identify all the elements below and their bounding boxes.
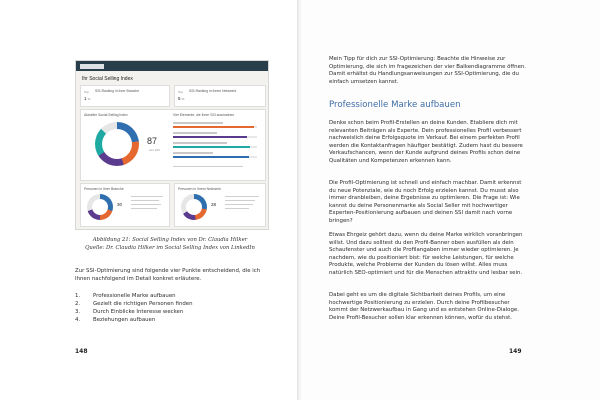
section-heading: Professionelle Marke aufbauen: [329, 100, 461, 110]
people-network-label: Personen in Ihrem Netzwerk: [178, 187, 221, 191]
optimization-list: [75, 292, 275, 324]
body-text-1: Denke schon beim Profil-Erstellen an deine Kunden. Etabliere dich mit relevanten Beiträgen als Experte. Dein professionelles Profil verbessert nachweislich deine Erfolgsquote im Verkauf. Bei einem perfekten Profil werden die Kontaktanfragen häufiger bestätigt. Zudem hast du bessere Verkaufschancen, wenn der Kunde aufgrund deines Profils schon deine Qualitäten und Kompetenzen erkennen kann.: [329, 120, 523, 164]
industry-rank-prefix: Top: [84, 90, 89, 94]
ssi-score-max: von 100: [149, 148, 160, 152]
list-text: Gezielt die richtigen Personen finden: [93, 301, 193, 307]
people-network-text-4: [225, 208, 249, 209]
current-ssi-label: Aktueller Social Selling Index: [84, 113, 128, 117]
body-paragraph-3: [329, 232, 527, 278]
left-page: [0, 0, 299, 400]
element-label-1: [173, 122, 223, 124]
body-paragraph-2: [329, 180, 527, 226]
body-paragraph-1: [329, 120, 527, 166]
ssi-dashboard-figure: [75, 60, 269, 230]
dashboard-title: Ihr Social Selling Index: [82, 76, 133, 82]
list-number: 4.: [75, 317, 81, 323]
industry-rank-card: [80, 85, 170, 107]
people-industry-label: Personen in Ihrer Branche: [84, 187, 124, 191]
people-industry-score: 30: [117, 202, 123, 207]
body-paragraph-4: [329, 292, 527, 322]
figure-caption: [60, 236, 280, 252]
industry-rank-label: SSI-Ranking in Ihrer Branche: [95, 89, 140, 93]
list-item: [75, 308, 275, 316]
body-text-2: Die Profil-Optimierung ist schnell und einfach machbar. Damit erkennst du neue Potenziale, wie du noch Erfolg erzielen kannst. Du musst also immer dranbleiben, deine Ergebnisse zu optimieren. Die Frage ist: Wie kannst du deine Personenmarke als Social Seller mit hochwertiger Experten-Positionierung aufbauen und deinen SSI damit nach vorne bringen?: [329, 180, 522, 224]
people-network-text-2: [225, 200, 255, 201]
network-rank-value: 5 %: [178, 96, 185, 101]
people-industry-text-3: [131, 204, 161, 205]
left-intro-text: Zur SSI-Optimierung sind folgende vier Punkte entscheidend, die ich Ihnen nachfolgend im Detail konkret erläutere.: [75, 268, 261, 282]
element-label-4: [173, 152, 213, 154]
current-ssi-card: [80, 109, 266, 181]
element-label-3: [173, 142, 227, 144]
list-text: Professionelle Marke aufbauen: [93, 293, 176, 299]
element-bar-4: [173, 156, 257, 158]
body-text-4: Dabei geht es um die digitale Sichtbarkeit deines Profils, um eine hochwertige Positionierung zu erzielen. Durch deine Profilbesucher kommt der Netzwerkaufbau in Gang und es entstehen Online-Dialoge. Deine Profil-Besucher sollen klar erkennen können, wofür du stehst.: [329, 292, 519, 321]
list-item: [75, 300, 275, 308]
people-network-card: [174, 183, 266, 227]
page-number-right: 149: [509, 348, 522, 355]
tip-paragraph: [329, 56, 527, 86]
dashboard-header-bar: [76, 61, 268, 71]
list-number: 3.: [75, 309, 81, 315]
list-number: 1.: [75, 293, 81, 299]
people-network-donut: [181, 194, 207, 220]
network-rank-card: [174, 85, 266, 107]
tip-text: Mein Tipp für dich zur SSI-Optimierung: Beachte die Hinweise zur Optimierung, die sich im fragezeichen der vier Balkendiagramme öffnen. Damit erhältst du Handlungsanweisungen zur SSI-Optimierung, die du einfach umsetzen kannst.: [329, 56, 527, 85]
caption-line-1: Abbildung 21: Social Selling Index von Dr. Claudia Hilker: [92, 237, 248, 243]
people-industry-text-1: [131, 196, 163, 197]
people-network-text-1: [225, 196, 259, 197]
elements-footnote: [173, 166, 243, 167]
linkedin-logo: [80, 64, 104, 69]
left-intro-paragraph: [75, 268, 275, 283]
element-bar-2: [173, 136, 257, 138]
industry-rank-value: 1 %: [84, 96, 91, 101]
list-item: [75, 316, 275, 324]
ssi-score: 87: [147, 136, 158, 146]
people-industry-card: [80, 183, 170, 227]
people-network-score: 28: [211, 202, 217, 207]
network-rank-prefix: Top: [178, 90, 183, 94]
people-industry-text-4: [131, 208, 157, 209]
people-network-text-3: [225, 204, 253, 205]
list-text: Beziehungen aufbauen: [93, 317, 156, 323]
people-industry-donut: [87, 194, 113, 220]
page-number-left: 148: [75, 348, 88, 355]
elements-title: Vier Elemente, die Ihren SSI ausmachen: [173, 113, 235, 117]
list-number: 2.: [75, 301, 81, 307]
caption-line-2: Quelle: Dr. Claudia Hilker im Social Selling Index von LinkedIn: [85, 245, 255, 251]
element-bar-1: [173, 126, 257, 128]
element-label-2: [173, 132, 217, 134]
element-bar-3: [173, 146, 257, 148]
right-page: [301, 0, 600, 400]
ssi-donut-chart: [95, 122, 139, 166]
network-rank-label: SSI-Ranking in Ihrem Netzwerk: [189, 89, 237, 93]
body-text-3: Etwas Ehrgeiz gehört dazu, wenn du deine Marke wirklich voranbringen willst. Und dazu solltest du den Profil-Banner oben ausfüllen als dein Schaufenster und auch die Profilangaben immer wieder optimieren. Je nachdem, wie du positioniert bist: für welche Leistungen, für welche Produkte, welche Probleme der Kunden du lösen willst. Alles muss natürlich SEO-optimiert und für die Menschen attraktiv und lesbar sein.: [329, 232, 523, 276]
people-industry-text-2: [131, 200, 159, 201]
list-item: [75, 292, 275, 300]
list-text: Durch Einblicke Interesse wecken: [93, 309, 184, 315]
